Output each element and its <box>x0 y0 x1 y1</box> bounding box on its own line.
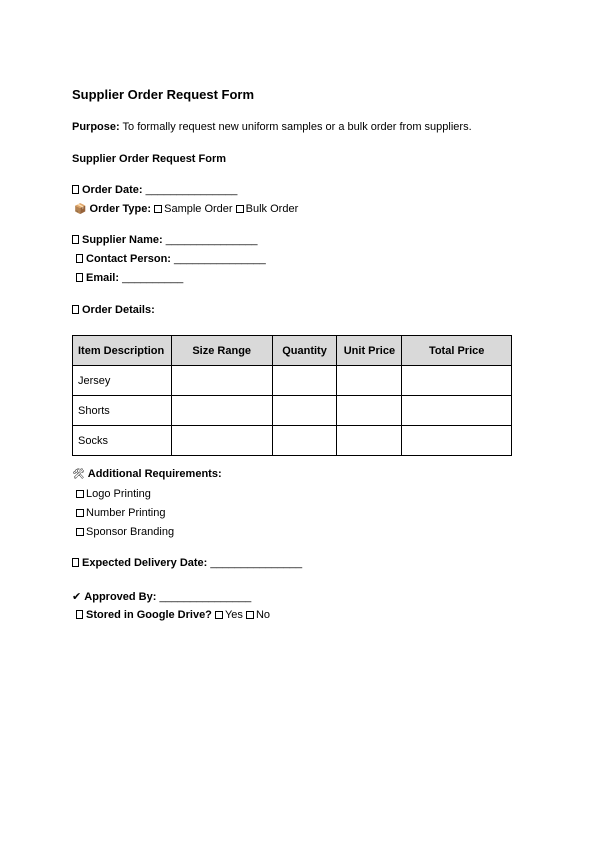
expected-delivery-row <box>72 557 302 569</box>
requirement-sponsor-branding[interactable] <box>76 526 174 538</box>
quantity-cell[interactable] <box>272 396 337 426</box>
sample-order-label: Sample Order <box>164 203 233 215</box>
approved-by-field[interactable]: _______________ <box>159 591 252 603</box>
requirement-number-printing[interactable] <box>76 507 165 519</box>
contact-person-row <box>76 253 266 265</box>
order-date-row <box>72 184 237 196</box>
header-item-description: Item Description <box>73 336 172 366</box>
total-price-cell[interactable] <box>402 426 512 456</box>
number-printing-checkbox[interactable] <box>76 509 84 517</box>
contact-person-label: Contact Person: <box>86 253 171 265</box>
sample-order-checkbox[interactable] <box>154 205 162 213</box>
header-quantity: Quantity <box>272 336 337 366</box>
additional-requirements-label: Additional Requirements: <box>87 468 222 480</box>
stored-no-checkbox[interactable] <box>246 611 254 619</box>
email-label: Email: <box>86 272 120 284</box>
supplier-name-label: Supplier Name: <box>82 234 163 246</box>
item-cell: Jersey <box>73 366 172 396</box>
check-icon: ✔ <box>72 591 82 603</box>
unit-price-cell[interactable] <box>337 426 402 456</box>
email-icon <box>76 273 83 282</box>
calendar-icon <box>72 558 79 567</box>
table-row <box>73 426 512 456</box>
size-range-cell[interactable] <box>171 366 272 396</box>
folder-icon <box>76 610 83 619</box>
tools-icon: 🛠 <box>72 469 85 480</box>
order-date-label: Order Date: <box>82 184 143 196</box>
order-date-field[interactable]: _______________ <box>145 184 238 196</box>
approved-by-label: Approved By: <box>84 591 157 603</box>
purpose-line <box>72 121 472 133</box>
bulk-order-checkbox[interactable] <box>236 205 244 213</box>
clipboard-icon <box>72 305 79 314</box>
item-cell: Shorts <box>73 396 172 426</box>
table-row <box>73 396 512 426</box>
expected-delivery-field[interactable]: _______________ <box>210 557 303 569</box>
purpose-label: Purpose: <box>72 121 120 133</box>
order-details-table <box>72 335 512 456</box>
contact-person-field[interactable]: _______________ <box>174 253 266 265</box>
logo-printing-label: Logo Printing <box>86 488 151 500</box>
sponsor-branding-checkbox[interactable] <box>76 528 84 536</box>
table-row <box>73 366 512 396</box>
order-details-row <box>72 304 155 316</box>
header-total-price: Total Price <box>402 336 512 366</box>
additional-requirements-row <box>72 468 222 480</box>
logo-printing-checkbox[interactable] <box>76 490 84 498</box>
stored-label: Stored in Google Drive? <box>86 609 212 621</box>
purpose-text: To formally request new uniform samples or a bulk order from suppliers. <box>119 121 472 133</box>
quantity-cell[interactable] <box>272 426 337 456</box>
size-range-cell[interactable] <box>171 396 272 426</box>
order-details-label: Order Details: <box>82 304 155 316</box>
supplier-name-row <box>72 234 258 246</box>
size-range-cell[interactable] <box>171 426 272 456</box>
sponsor-branding-label: Sponsor Branding <box>86 526 175 538</box>
unit-price-cell[interactable] <box>337 366 402 396</box>
order-type-row <box>74 203 298 215</box>
requirement-logo-printing[interactable] <box>76 488 151 500</box>
stored-yes-checkbox[interactable] <box>215 611 223 619</box>
email-row <box>76 272 183 284</box>
supplier-name-field[interactable]: _______________ <box>165 234 258 246</box>
expected-delivery-label: Expected Delivery Date: <box>82 557 208 569</box>
building-icon <box>72 235 79 244</box>
stored-row <box>76 609 270 621</box>
unit-price-cell[interactable] <box>337 396 402 426</box>
bulk-order-label: Bulk Order <box>245 203 299 215</box>
page-title: Supplier Order Request Form <box>72 87 255 102</box>
approved-by-row <box>72 590 251 603</box>
quantity-cell[interactable] <box>272 366 337 396</box>
total-price-cell[interactable] <box>402 396 512 426</box>
stored-yes-label: Yes <box>224 609 243 621</box>
header-size-range: Size Range <box>171 336 272 366</box>
table-header-row <box>73 336 512 366</box>
package-icon: 📦 <box>74 204 87 215</box>
section-heading: Supplier Order Request Form <box>72 153 227 165</box>
number-printing-label: Number Printing <box>86 507 166 519</box>
email-field[interactable]: __________ <box>122 272 184 284</box>
person-icon <box>76 254 83 263</box>
calendar-icon <box>72 185 79 194</box>
header-unit-price: Unit Price <box>337 336 402 366</box>
item-cell: Socks <box>73 426 172 456</box>
order-type-label: Order Type: <box>89 203 152 215</box>
stored-no-label: No <box>255 609 271 621</box>
total-price-cell[interactable] <box>402 366 512 396</box>
